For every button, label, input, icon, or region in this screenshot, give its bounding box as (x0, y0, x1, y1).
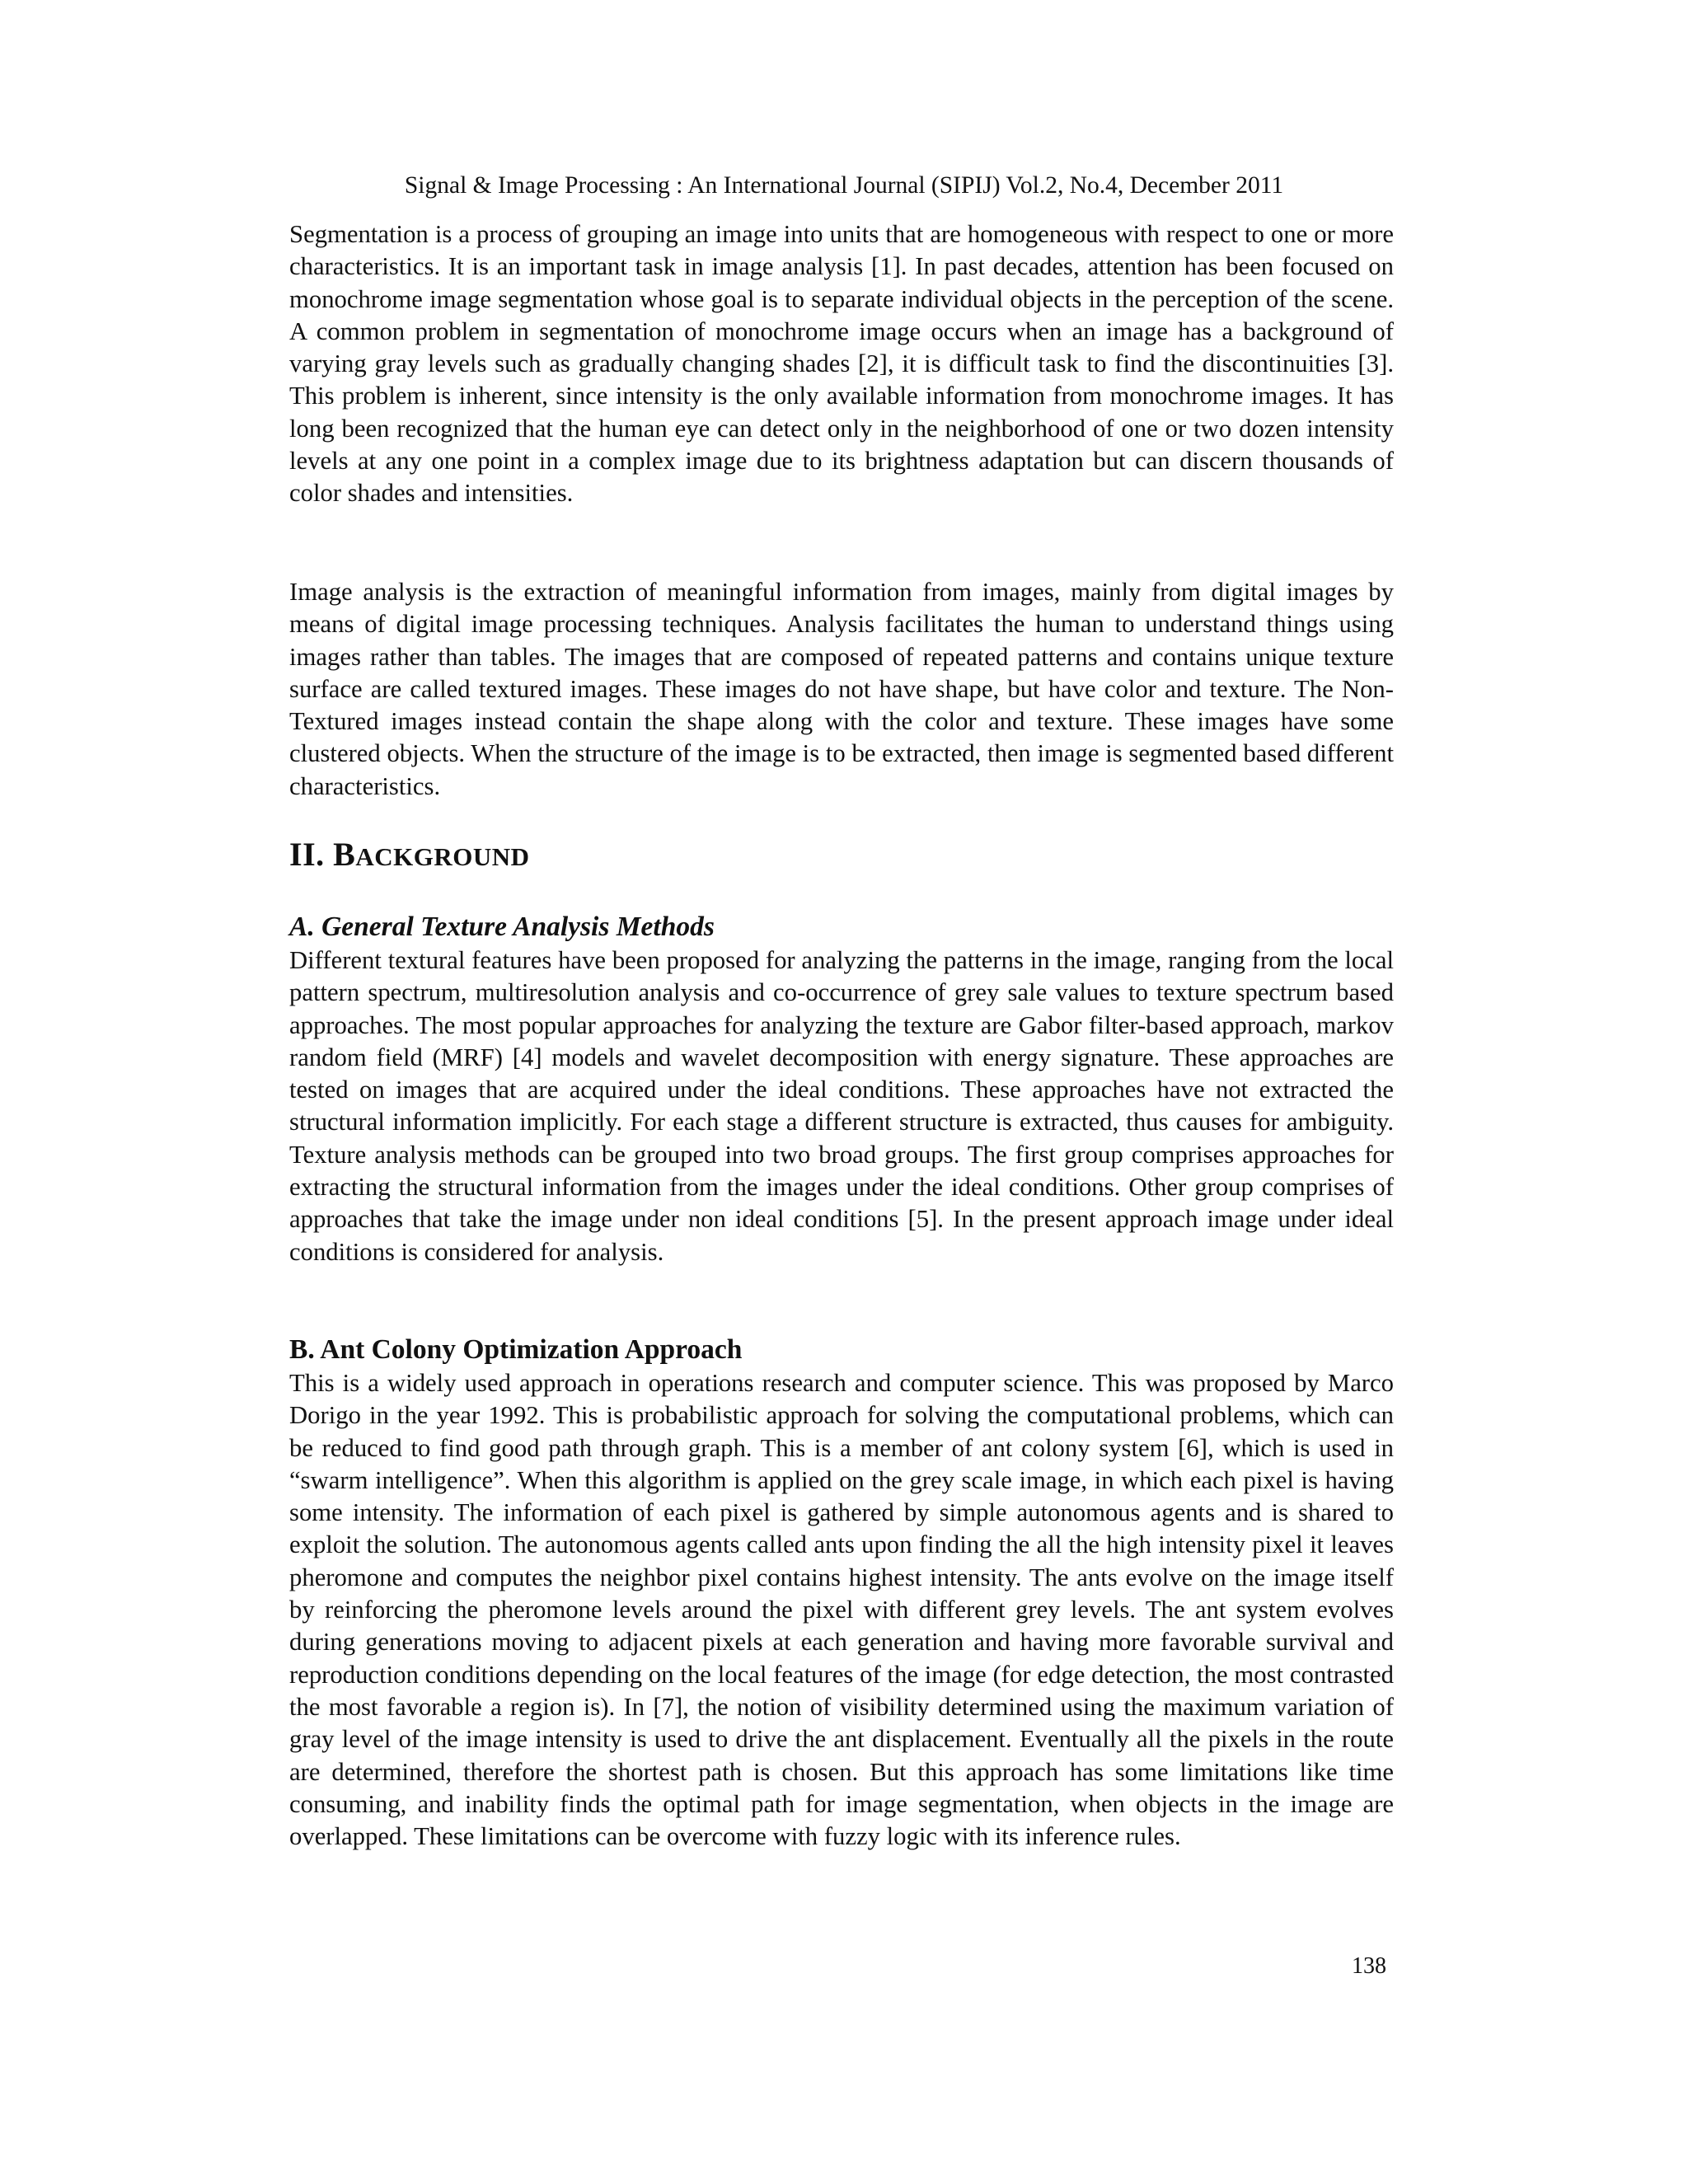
running-head: Signal & Image Processing : An International Journal (SIPIJ) Vol.2, No.4, December 2011 (404, 172, 1284, 199)
page-number: 138 (1352, 1953, 1386, 1979)
section-number: II. B (289, 836, 356, 873)
section-title: ACKGROUND (355, 842, 530, 871)
subsection-heading-b: B. Ant Colony Optimization Approach (289, 1334, 743, 1365)
section-heading-background (289, 832, 529, 879)
intro-image-analysis-paragraph (289, 576, 1394, 803)
ant-colony-paragraph (289, 1367, 1394, 1853)
paragraph-text: This is a widely used approach in operations research and computer science. This was proposed by Marco Dorigo in the year 1992. This is probabilistic approach for solving the computational problems, which can be reduced to find good path through graph. This is a member of ant colony system [6], which is used in “swarm intelligence”. When this algorithm is applied on the grey scale image, in which each pixel is having some intensity. The information of each pixel is gathered by simple autonomous agents and is shared to exploit the solution. The autonomous agents called ants upon finding the all the high intensity pixel it leaves pheromone and computes the neighbor pixel contains highest intensity. The ants evolve on the image itself by reinforcing the pheromone levels around the pixel with different grey levels. The ant system evolves during generations moving to adjacent pixels at each generation and having more favorable survival and reproduction conditions depending on the local features of the image (for edge detection, the most contrasted the most favorable a region is). In [7], the notion of visibility determined using the maximum variation of gray level of the image intensity is used to drive the ant displacement. Eventually all the pixels in the route are determined, therefore the shortest path is chosen. But this approach has some limitations like time consuming, and inability finds the optimal path for image segmentation, when objects in the image are overlapped. These limitations can be overcome with fuzzy logic with its inference rules. (289, 1369, 1394, 1851)
paragraph-text: Different textural features have been proposed for analyzing the patterns in the image, ranging from the local pattern spectrum, multiresolution analysis and co-occurrence of grey sale values to texture spectrum based approaches. The most popular approaches for analyzing the texture are Gabor filter-based approach, markov random field (MRF) [4] models and wavelet decomposition with energy signature. These approaches are tested on images that are acquired under the ideal conditions. These approaches have not extracted the structural information implicitly. For each stage a different structure is extracted, thus causes for ambiguity. Texture analysis methods can be grouped into two broad groups. The first group comprises approaches for extracting the structural information from the images under the ideal conditions. Other group comprises of approaches that take the image under non ideal conditions [5]. In the present approach image under ideal conditions is considered for analysis. (289, 946, 1394, 1266)
paragraph-text: Image analysis is the extraction of meaningful information from images, mainly from digital images by means of digital image processing techniques. Analysis facilitates the human to understand things using images rather than tables. The images that are composed of repeated patterns and contains unique texture surface are called textured images. These images do not have shape, but have color and texture. The Non-Textured images instead contain the shape along with the color and texture. These images have some clustered objects. When the structure of the image is to be extracted, then image is segmented based different characteristics. (289, 578, 1394, 800)
paragraph-text: Segmentation is a process of grouping an image into units that are homogeneous with respect to one or more characteristics. It is an important task in image analysis [1]. In past decades, attention has been focused on monochrome image segmentation whose goal is to separate individual objects in the perception of the scene. A common problem in segmentation of monochrome image occurs when an image has a background of varying gray levels such as gradually changing shades [2], it is difficult task to find the discontinuities [3]. This problem is inherent, since intensity is the only available information from monochrome images. It has long been recognized that the human eye can detect only in the neighborhood of one or two dozen intensity levels at any one point in a complex image due to its brightness adaptation but can discern thousands of color shades and intensities. (289, 220, 1394, 508)
intro-segmentation-paragraph (289, 218, 1394, 510)
subsection-heading-a: A. General Texture Analysis Methods (289, 912, 715, 942)
texture-analysis-paragraph (289, 944, 1394, 1268)
